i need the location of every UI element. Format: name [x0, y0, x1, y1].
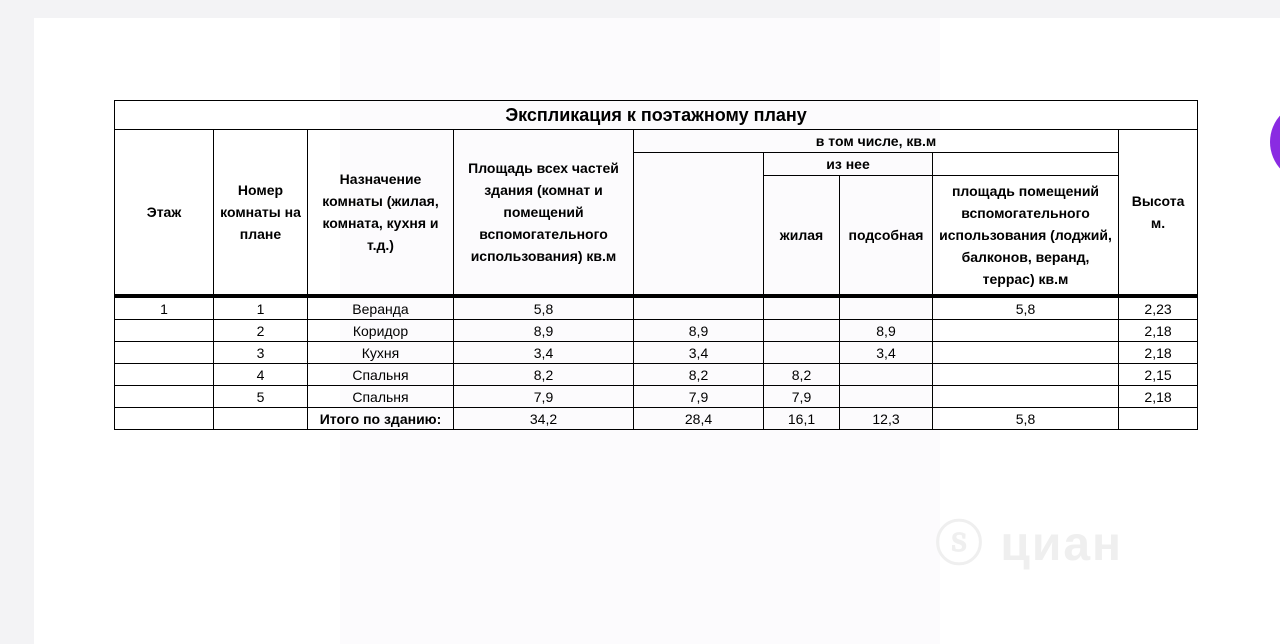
totals-aux-use: 5,8: [933, 408, 1119, 430]
cell-purpose: Спальня: [308, 386, 454, 408]
header-floor: Этаж: [115, 130, 214, 297]
table-row: [115, 342, 1198, 364]
cell-total: 3,4: [454, 342, 634, 364]
cell-floor: [115, 342, 214, 364]
table-title: Экспликация к поэтажному плану: [115, 101, 1198, 130]
cell-room: [214, 408, 308, 430]
cell-living-total: 7,9: [634, 386, 764, 408]
table-row: [115, 386, 1198, 408]
cell-floor: 1: [115, 296, 214, 320]
watermark-logo: ⓢ циан: [935, 518, 1124, 571]
header-spacer: [634, 153, 764, 297]
totals-label: Итого по зданию:: [308, 408, 454, 430]
table-row: [115, 296, 1198, 320]
cell-purpose: Кухня: [308, 342, 454, 364]
cell-room: 4: [214, 364, 308, 386]
header-spacer-2: [933, 153, 1119, 176]
cell-living: [764, 342, 840, 364]
cell-living: [764, 320, 840, 342]
cell-auxiliary: [840, 296, 933, 320]
cell-living-total: 8,9: [634, 320, 764, 342]
cell-purpose: Веранда: [308, 296, 454, 320]
header-including: в том числе, кв.м: [634, 130, 1119, 153]
cell-purpose: Спальня: [308, 364, 454, 386]
cell-living-total: [634, 296, 764, 320]
cell-floor: [115, 364, 214, 386]
cell-auxiliary: 3,4: [840, 342, 933, 364]
totals-total: 34,2: [454, 408, 634, 430]
cell-total: 8,2: [454, 364, 634, 386]
cell-living: 7,9: [764, 386, 840, 408]
header-of-which: из нее: [764, 153, 933, 176]
cell-aux-use: [933, 386, 1119, 408]
cell-living: 8,2: [764, 364, 840, 386]
cell-floor: [115, 408, 214, 430]
cell-total: 7,9: [454, 386, 634, 408]
header-total-area: Площадь всех частей здания (комнат и помещений вспомогательного использования) кв.м: [454, 130, 634, 297]
totals-row: [115, 408, 1198, 430]
totals-living: 16,1: [764, 408, 840, 430]
cell-auxiliary: 8,9: [840, 320, 933, 342]
cell-auxiliary: [840, 386, 933, 408]
cell-living: [764, 296, 840, 320]
cell-total: 5,8: [454, 296, 634, 320]
cell-height: 2,18: [1119, 342, 1198, 364]
cell-total: 8,9: [454, 320, 634, 342]
totals-auxiliary: 12,3: [840, 408, 933, 430]
totals-living-total: 28,4: [634, 408, 764, 430]
cell-floor: [115, 386, 214, 408]
cell-purpose: Коридор: [308, 320, 454, 342]
cell-height: 2,18: [1119, 386, 1198, 408]
header-purpose: Назначение комнаты (жилая, комната, кухня и т.д.): [308, 130, 454, 297]
cell-room: 3: [214, 342, 308, 364]
cell-room: 2: [214, 320, 308, 342]
cell-height: 2,18: [1119, 320, 1198, 342]
cell-height: [1119, 408, 1198, 430]
cell-height: 2,15: [1119, 364, 1198, 386]
cell-living-total: 3,4: [634, 342, 764, 364]
table-row: [115, 320, 1198, 342]
cell-room: 1: [214, 296, 308, 320]
header-living: жилая: [764, 176, 840, 297]
header-height: Высота м.: [1119, 130, 1198, 297]
cell-auxiliary: [840, 364, 933, 386]
cell-height: 2,23: [1119, 296, 1198, 320]
cell-floor: [115, 320, 214, 342]
cell-aux-use: [933, 342, 1119, 364]
cell-aux-use: [933, 320, 1119, 342]
table-row: [115, 364, 1198, 386]
cell-aux-use: [933, 364, 1119, 386]
header-aux-use: площадь помещений вспомогательного использования (лоджий, балконов, веранд, террас) кв.м: [933, 176, 1119, 297]
explication-table: [114, 100, 1198, 430]
cell-room: 5: [214, 386, 308, 408]
cell-aux-use: 5,8: [933, 296, 1119, 320]
header-auxiliary: подсобная: [840, 176, 933, 297]
cell-living-total: 8,2: [634, 364, 764, 386]
header-room-number: Номер комнаты на плане: [214, 130, 308, 297]
